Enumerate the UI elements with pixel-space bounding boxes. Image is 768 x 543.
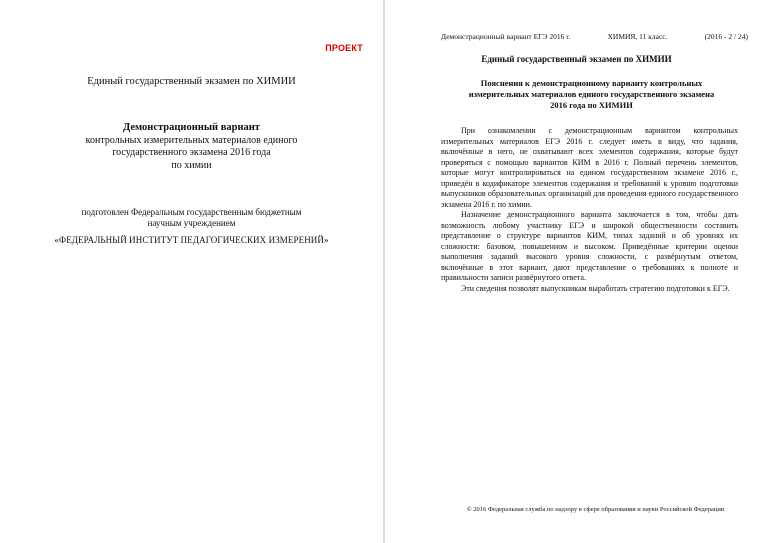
prepared-line: подготовлен Федеральным государственным бюджетным	[81, 207, 302, 217]
demo-line: контрольных измерительных материалов единого	[85, 134, 298, 146]
running-header	[441, 32, 748, 41]
exam-title: Единый государственный экзамен по ХИМИИ	[481, 54, 672, 64]
exam-title: Единый государственный экзамен по ХИМИИ	[87, 76, 296, 87]
draft-stamp: ПРОЕКТ	[325, 43, 363, 53]
body-text	[441, 126, 738, 294]
demo-title-block	[60, 122, 323, 172]
prepared-by	[60, 207, 323, 229]
left-page	[0, 0, 383, 543]
copyright-footer: © 2016 Федеральная служба по надзору в сфере образования и науки Российской Федерации	[466, 506, 725, 513]
paragraph: Назначение демонстрационного варианта заключается в том, чтобы дать возможность любому участнику ЕГЭ и широкой общественности составить представление о структуре вариантов КИМ, типах заданий и об уровнях их сложности: базовом, повышенном и высоком. Приведённые критерии оценки выполнения заданий высокого уровня сложности, с развёрнутым ответом, включённые в этот вариант, дают представление о требованиях к полноте и правильности записи развёрнутого ответа.	[441, 210, 738, 282]
demo-line: государственного экзамена 2016 года	[112, 147, 271, 158]
right-page	[385, 0, 768, 543]
explanation-line: 2016 года по ХИМИИ	[550, 100, 633, 110]
header-center: ХИМИЯ, 11 класс.	[607, 32, 668, 41]
prepared-line: научным учреждением	[147, 218, 236, 228]
header-left: Демонстрационный вариант ЕГЭ 2016 г.	[441, 32, 571, 41]
paragraph: При ознакомлении с демонстрационным вариантом контрольных измерительных материалов ЕГЭ 2016 г. следует иметь в виду, что задания, включённые в него, не охватывают всех элементов содержания, которые будут проверяться с помощью вариантов КИМ в 2016 г. Полный перечень элементов, которые могут контролироваться на едином государственном экзамене 2016 г., приведён в кодификаторе элементов содержания и требований к уровню подготовки выпускников образовательных организаций для проведения единого государственного экзамена 2016 г. по химии.	[441, 126, 738, 209]
demo-line: по химии	[171, 159, 212, 171]
paragraph: Эти сведения позволят выпускникам выработать стратегию подготовки к ЕГЭ.	[461, 283, 730, 293]
explanation-line: измерительных материалов единого государственного экзамена	[468, 89, 715, 99]
demo-title: Демонстрационный вариант	[123, 122, 260, 133]
header-page-number: (2016 - 2 / 24)	[704, 32, 748, 41]
explanation-title	[445, 78, 738, 111]
institute-name: «ФЕДЕРАЛЬНЫЙ ИНСТИТУТ ПЕДАГОГИЧЕСКИХ ИЗМЕРЕНИЙ»	[54, 235, 329, 245]
explanation-line: Пояснения к демонстрационному варианту контрольных	[480, 78, 703, 88]
